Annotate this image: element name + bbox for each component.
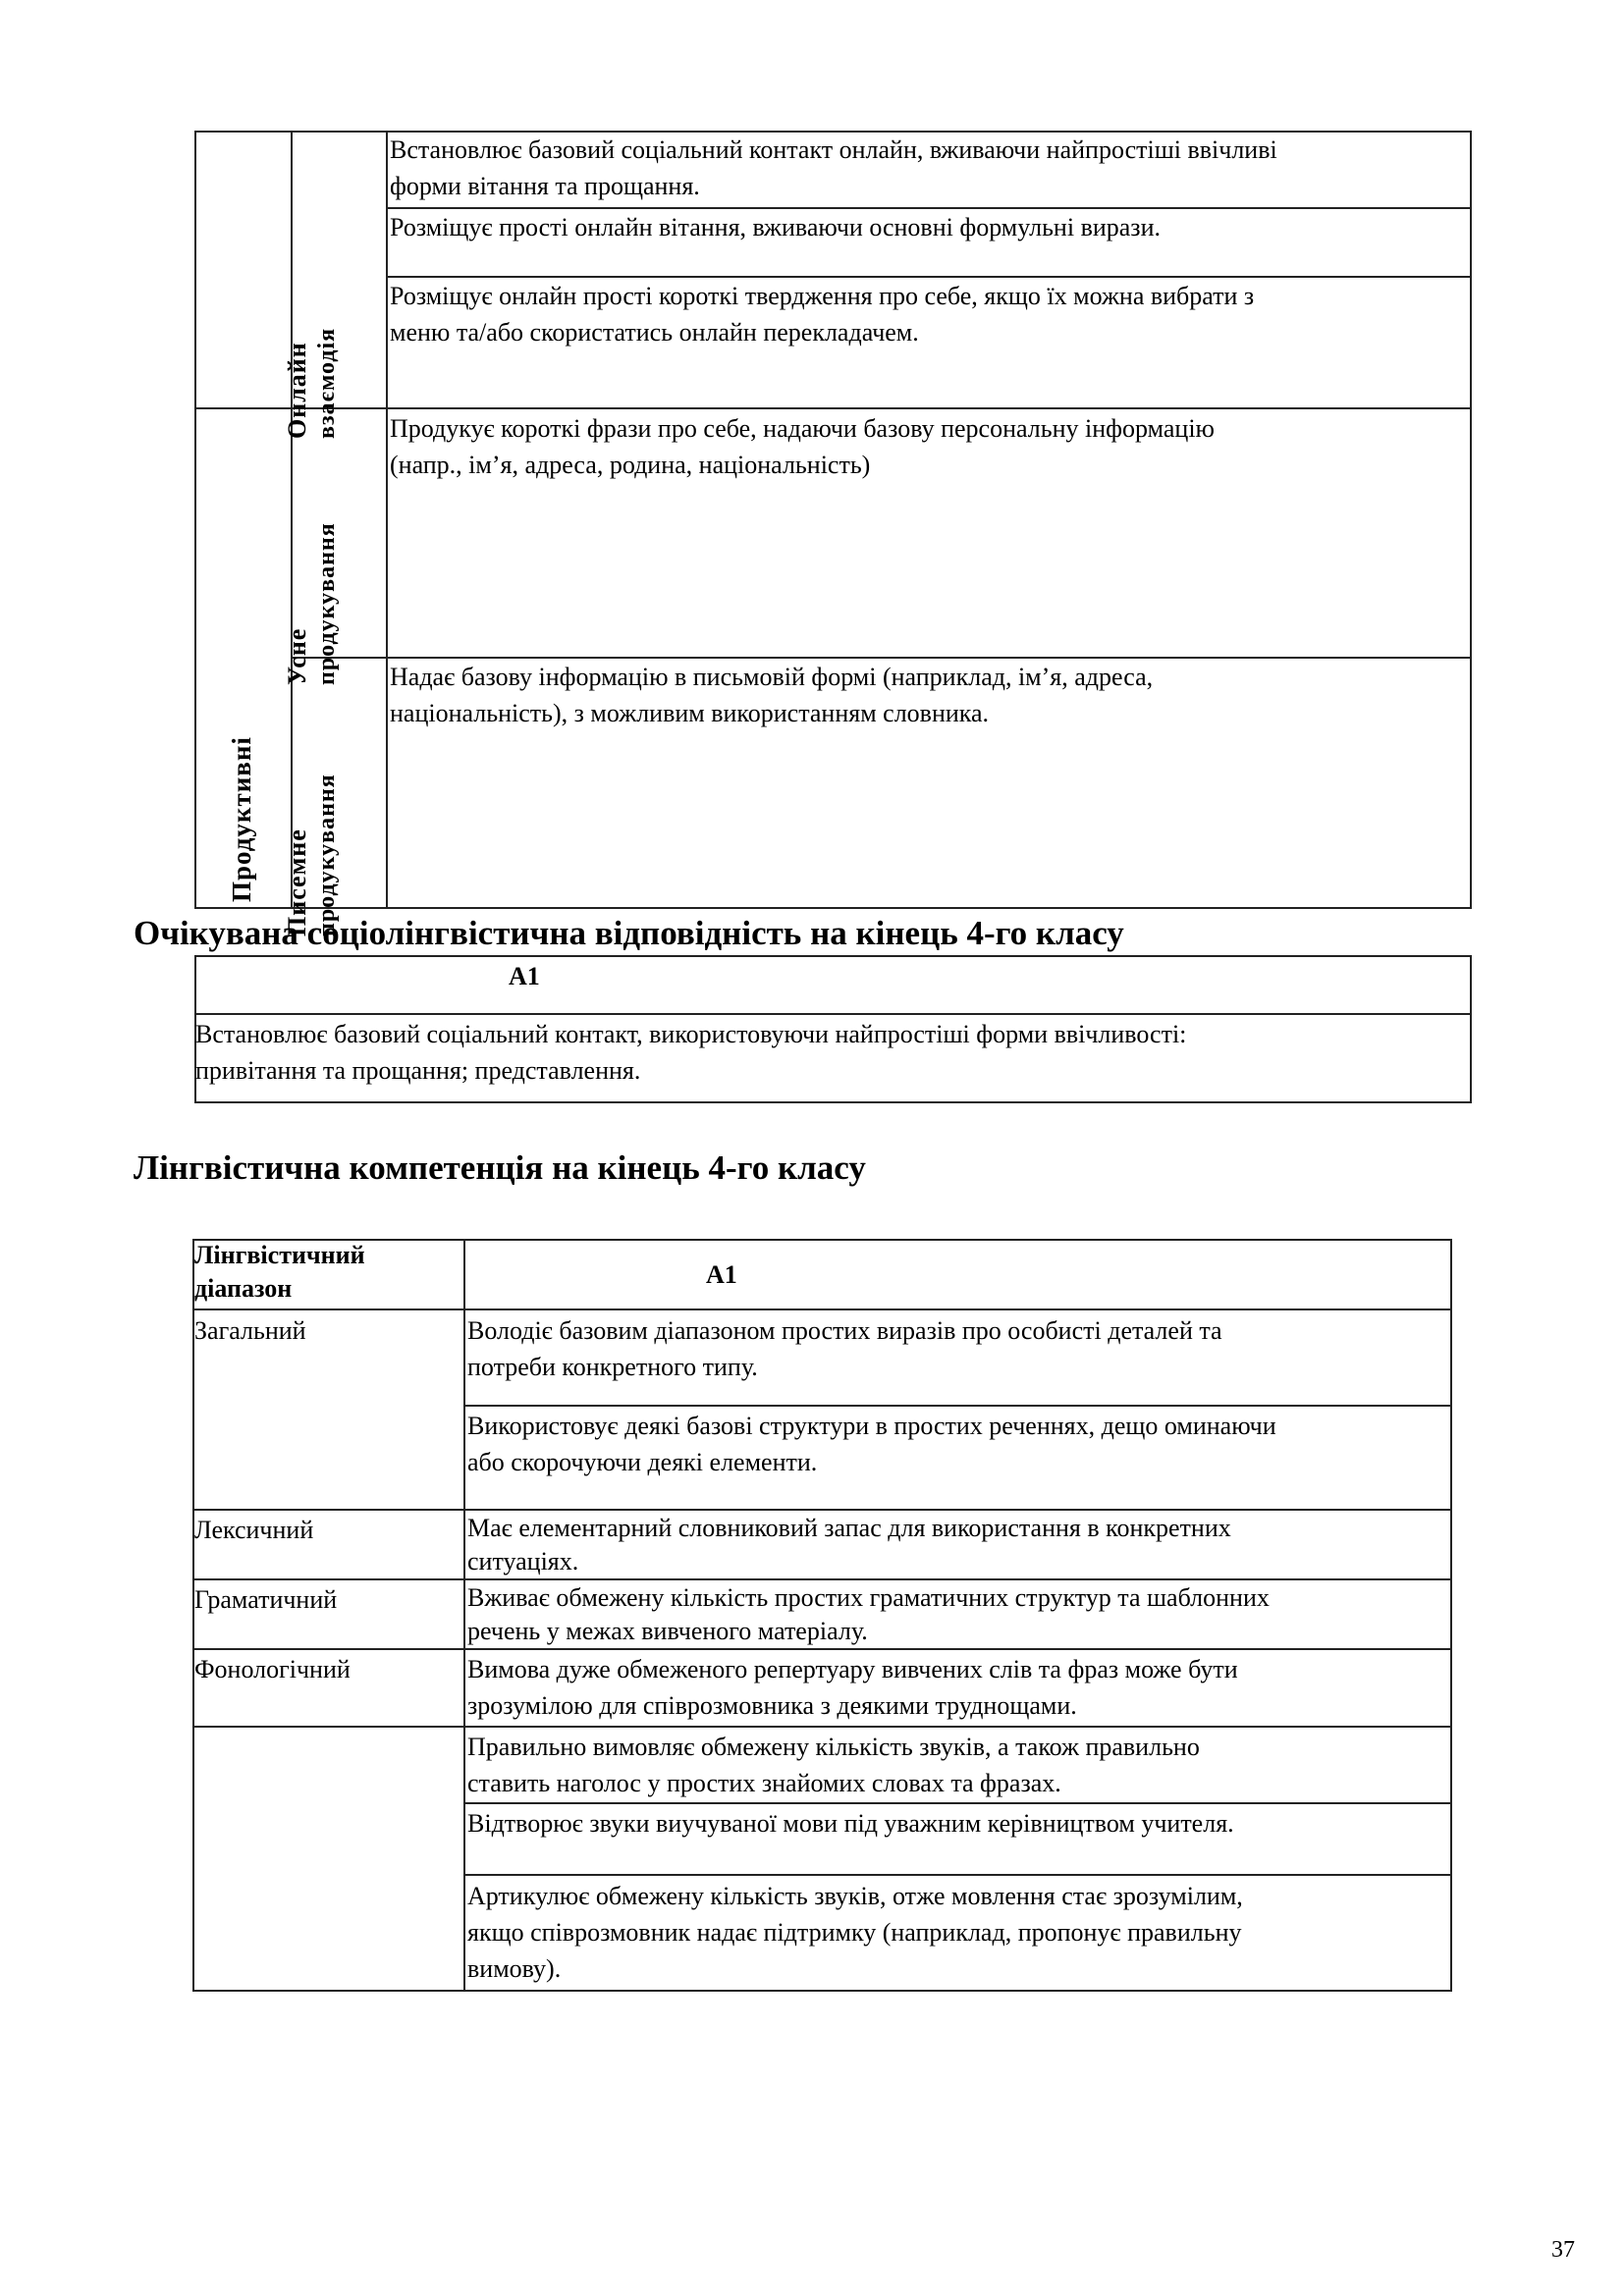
descriptor-line: вимову). <box>467 1954 562 1983</box>
descriptor-cell <box>467 1805 1449 1842</box>
category-general: Загальний <box>194 1316 306 1345</box>
descriptor-cell <box>467 1512 1449 1578</box>
table-border-top <box>192 1239 1452 1241</box>
category-phonological: Фонологічний <box>194 1655 351 1683</box>
table-border-bottom <box>192 1990 1452 1992</box>
descriptor-cell <box>467 1581 1449 1648</box>
descriptor-cell <box>467 1408 1449 1480</box>
descriptor-line: або скорочуючи деякі елементи. <box>467 1448 818 1476</box>
section-label-written-production <box>282 774 343 936</box>
table-border-bottom <box>194 1101 1472 1103</box>
descriptor-line: Має елементарний словниковий запас для використання в конкретних <box>467 1514 1231 1542</box>
column-divider <box>463 1239 465 1992</box>
row-divider <box>194 1013 1472 1015</box>
column-divider <box>386 131 388 909</box>
descriptor-line: потреби конкретного типу. <box>467 1353 758 1381</box>
header-line: Лінгвістичний <box>194 1241 365 1269</box>
descriptor-line: Правильно вимовляє обмежену кількість звуків, а також правильно <box>467 1733 1200 1761</box>
table-border-right <box>1470 131 1472 909</box>
section-label-line: Усне <box>283 627 311 685</box>
table-border-top <box>194 955 1472 957</box>
descriptor-line: меню та/або скористатись онлайн перекладачем. <box>390 318 919 347</box>
row-divider <box>194 407 1472 409</box>
header-line: діапазон <box>194 1274 293 1303</box>
descriptor-line: (напр., ім’я, адреса, родина, національність) <box>390 451 871 479</box>
descriptor-line: Встановлює базовий соціальний контакт, використовуючи найпростіші форми ввічливості: <box>195 1020 1187 1048</box>
descriptor-line: Встановлює базовий соціальний контакт онлайн, вживаючи найпростіші ввічливі <box>390 135 1277 164</box>
descriptor-line: Відтворює звуки виучуваної мови під уважним керівництвом учителя. <box>467 1809 1234 1838</box>
linguistic-heading: Лінгвістична компетенція на кінець 4-го класу <box>134 1148 866 1187</box>
descriptor-cell <box>390 659 1470 731</box>
descriptor-cell <box>390 410 1470 483</box>
row-divider <box>192 1308 1452 1310</box>
page-number: 37 <box>1551 2237 1575 2263</box>
category-grammatical: Граматичний <box>194 1585 338 1614</box>
descriptor-line: Використовує деякі базові структури в простих реченнях, дещо оминаючи <box>467 1412 1276 1440</box>
table-border-right <box>1450 1239 1452 1992</box>
row-divider <box>463 1405 1452 1407</box>
descriptor-line: ставить наголос у простих знайомих словах та фразах. <box>467 1769 1061 1797</box>
descriptor-line: речень у межах вивченого матеріалу. <box>467 1617 868 1645</box>
section-label-line: продукування <box>314 522 340 685</box>
section-label-line: Писемне <box>283 828 311 936</box>
row-divider <box>463 1802 1452 1804</box>
descriptor-line: форми вітання та прощання. <box>390 172 700 200</box>
descriptor-line: Володіє базовим діапазоном простих виразів про особисті деталей та <box>467 1316 1222 1345</box>
descriptor-line: Вживає обмежену кількість простих граматичних структур та шаблонних <box>467 1583 1270 1612</box>
sociolinguistic-heading: Очікувана соціолінгвістична відповідність на кінець 4-го класу <box>134 914 1124 952</box>
descriptor-cell <box>390 132 1470 204</box>
descriptor-cell <box>195 1016 1468 1089</box>
descriptor-line: Розміщує прості онлайн вітання, вживаючи основні формульні вирази. <box>390 213 1161 241</box>
descriptor-line: Продукує короткі фрази про себе, надаючи базову персональну інформацію <box>390 414 1215 443</box>
descriptor-cell <box>467 1312 1449 1385</box>
column-header-range <box>194 1239 365 1306</box>
row-divider <box>192 1648 1452 1650</box>
descriptor-line: Надає базову інформацію в письмовій формі (наприклад, ім’я, адреса, <box>390 663 1154 691</box>
table-border-left <box>194 131 196 909</box>
column-header-level: A1 <box>706 1260 737 1289</box>
section-label-line: продукування <box>314 774 340 936</box>
section-label-line: взаємодія <box>314 327 340 439</box>
level-header: A1 <box>509 962 540 990</box>
descriptor-line: Вимова дуже обмеженого репертуару вивчених слів та фраз може бути <box>467 1655 1238 1683</box>
descriptor-cell <box>467 1651 1449 1724</box>
row-divider <box>463 1874 1452 1876</box>
row-divider <box>192 1578 1452 1580</box>
descriptor-cell <box>390 209 1470 245</box>
group-label-productive: Продуктивні <box>227 736 256 902</box>
descriptor-line: Розміщує онлайн прості короткі твердження про себе, якщо їх можна вибрати з <box>390 282 1255 310</box>
descriptor-line: привітання та прощання; представлення. <box>195 1056 641 1085</box>
descriptor-line: ситуаціях. <box>467 1547 579 1575</box>
row-divider <box>192 1509 1452 1511</box>
descriptor-cell <box>467 1878 1449 1987</box>
descriptor-line: Артикулює обмежену кількість звуків, отже мовлення стає зрозумілим, <box>467 1882 1243 1910</box>
table-border-right <box>1470 955 1472 1103</box>
descriptor-cell <box>467 1729 1449 1801</box>
row-divider <box>192 1726 1452 1728</box>
category-lexical: Лексичний <box>194 1516 314 1544</box>
section-label-online-interaction <box>282 328 343 439</box>
section-label-oral-production <box>282 522 343 685</box>
descriptor-line: якщо співрозмовник надає підтримку (наприклад, пропонує правильну <box>467 1918 1242 1947</box>
section-label-line: Онлайн <box>283 342 311 439</box>
descriptor-cell <box>390 278 1470 350</box>
descriptor-line: національність), з можливим використанням словника. <box>390 699 990 727</box>
descriptor-line: зрозумілою для співрозмовника з деякими труднощами. <box>467 1691 1077 1720</box>
